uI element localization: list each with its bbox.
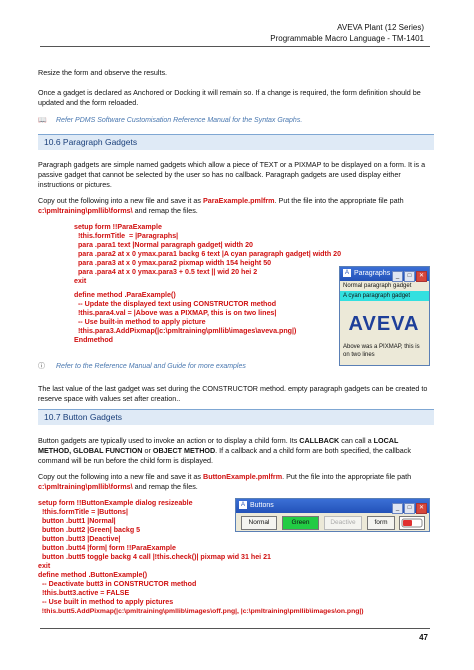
header-rule (40, 46, 430, 47)
reference-note-1 (38, 116, 433, 126)
aveva-logo (342, 301, 427, 341)
header-series: AVEVA Plant (12 Series) (337, 23, 424, 32)
toggle-pixmap-button[interactable] (399, 516, 425, 530)
buttons-window (235, 498, 430, 532)
file-path: c:\pmltraining\pmllib\forms\ (38, 482, 133, 491)
page-number: 47 (419, 633, 428, 642)
reference-note-text: Refer PDMS Software Customisation Reference Manual for the Syntax Graphs. (56, 117, 303, 124)
code-line: -- Update the displayed text using CONSTRUCTOR method (74, 300, 277, 308)
code-line: !this.para4.val = |Above was a PIXMAP, this is on two lines| (74, 309, 277, 317)
code-line: para .para4 at x 0 ymax.para3 + 0.5 text || wid 20 hei 2 (74, 268, 258, 276)
code-line: para .para3 at x 0 ymax.para2 pixmap width 154 height 50 (74, 259, 272, 267)
code-line: exit (74, 277, 87, 285)
code-line: define method .ParaExample() (74, 291, 176, 299)
file-path: c:\pmltraining\pmllib\forms\ (38, 206, 133, 215)
text: or (142, 446, 153, 455)
paragraph-copy-instruction (38, 196, 433, 216)
normal-button[interactable]: Normal (241, 516, 277, 530)
bold-term: OBJECT METHOD (152, 446, 216, 455)
button-copy-instruction (38, 472, 433, 492)
code-line: exit (38, 562, 51, 570)
header-course: Programmable Macro Language - TM-1401 (270, 34, 424, 43)
code-line: setup form !!ParaExample (74, 223, 162, 231)
book-icon: 📖 (38, 117, 47, 124)
text: . If a callback and a child form are both specified, the callback command will be run before the child form is displayed. (38, 446, 411, 465)
code-line: !this.para3.AddPixmap(|c:\pmltraining\pmllib\images\aveva.png|) (74, 327, 297, 335)
code-line: para .para2 at x 0 ymax.para1 backg 6 text |A cyan paragraph gadget| width 20 (74, 250, 342, 258)
code-block-paragraph-example (74, 223, 341, 345)
code-line: setup form !!ButtonExample dialog resizeable (38, 499, 193, 507)
file-name: ParaExample.pmlfrm (203, 196, 275, 205)
intro-paragraph-2: Once a gadget is declared as Anchored or Docking it will remain so. If a change is required, the form definition should be updated and the form reloaded. (38, 88, 421, 107)
logo-text: AVEVA (348, 313, 420, 335)
code-line: button .butt2 |Green| backg 5 (38, 526, 141, 534)
minimize-button[interactable]: _ (392, 503, 403, 514)
window-titlebar[interactable] (236, 499, 429, 513)
code-line: para .para1 text |Normal paragraph gadget| width 20 (74, 241, 253, 249)
app-icon: A (344, 270, 349, 277)
reference-note-2 (38, 362, 433, 372)
code-line: !this.formTitle = |Paragraphs| (74, 232, 179, 240)
code-line: button .butt4 |form| form !!ParaExample (38, 544, 176, 552)
button-gadgets-intro (38, 436, 433, 466)
app-icon: A (240, 502, 245, 509)
green-button[interactable]: Green (282, 516, 319, 530)
deactive-button: Deactive (324, 516, 362, 530)
section-title: 10.6 Paragraph Gadgets (44, 137, 138, 147)
form-button[interactable]: form (367, 516, 395, 530)
code-line: Endmethod (74, 336, 114, 344)
maximize-button[interactable]: □ (404, 503, 415, 514)
reference-note-text: Refer to the Reference Manual and Guide for more examples (56, 363, 246, 370)
code-line: button .butt1 |Normal| (38, 517, 116, 525)
close-button[interactable]: ✕ (416, 271, 427, 282)
close-button[interactable]: ✕ (416, 503, 427, 514)
text: and remap the files. (132, 206, 198, 215)
paragraph-gadgets-intro: Paragraph gadgets are simple named gadgets which allow a piece of TEXT or a PIXMAP to be displayed on a form. It is a passive gadget that cannot be selected by the user so has no callback. Paragraph gadgets are used display either instructions or pictures. (38, 160, 426, 189)
code-line: -- Deactivate butt3 in CONSTRUCTOR method (38, 580, 197, 588)
text: Button gadgets are typically used to invoke an action or to display a child form. Its (38, 436, 300, 445)
code-line: button .butt5 toggle backg 4 call |!this.check()| pixmap wid 31 hei 21 (38, 553, 271, 561)
code-line: !this.formTitle = |Buttons| (38, 508, 128, 516)
intro-paragraph-1: Resize the form and observe the results. (38, 68, 168, 77)
code-line: !this.butt5.AddPixmap(|c:\pmltraining\pmllib\images\off.png|, |c:\pmltraining\pmllib\images\on.png|) (38, 608, 364, 615)
normal-paragraph: Normal paragraph gadget (343, 283, 412, 289)
minimize-button[interactable]: _ (392, 271, 403, 282)
file-name: ButtonExample.pmlfrm (203, 472, 283, 481)
paragraph-closing-text: The last value of the last gadget was set during the CONSTRUCTOR method. empty paragraph gadgets can be created to reserve space with values set after creation.. (38, 384, 428, 403)
text: Copy out the following into a new file and save it as (38, 196, 204, 205)
code-line: -- Use built-in method to apply picture (74, 318, 206, 326)
window-titlebar[interactable] (340, 267, 429, 281)
section-heading-paragraph-gadgets (38, 134, 434, 150)
window-title: Buttons (250, 502, 274, 509)
text: and remap the files. (132, 482, 198, 491)
cyan-paragraph: A cyan paragraph gadget (340, 291, 429, 301)
text: . Put the file into the appropriate file path (274, 196, 404, 205)
footer-rule (40, 628, 430, 629)
text: can call a (339, 436, 374, 445)
maximize-button[interactable]: □ (404, 271, 415, 282)
code-line: define method .ButtonExample() (38, 571, 148, 579)
toggle-off-icon (401, 518, 423, 528)
two-line-paragraph: Above was a PIXMAP, this is on two lines (343, 344, 420, 358)
text: Copy out the following into a new file and save it as (38, 472, 204, 481)
code-line: -- Use built in method to apply pictures (38, 598, 174, 606)
bold-term: LOCAL METHOD, GLOBAL FUNCTION (38, 436, 399, 455)
aveva-logo-pixmap (340, 301, 429, 341)
window-title: Paragraphs (354, 270, 391, 277)
section-heading-button-gadgets (38, 409, 434, 425)
bold-term: CALLBACK (299, 436, 340, 445)
button-row (241, 516, 425, 530)
paragraphs-window (339, 266, 430, 366)
code-line: !this.butt3.active = FALSE (38, 589, 130, 597)
text: . Put the file into the appropriate file path (282, 472, 412, 481)
info-icon: ⓘ (38, 363, 45, 370)
code-line: button .butt3 |Deactive| (38, 535, 121, 543)
section-title: 10.7 Button Gadgets (44, 412, 122, 422)
